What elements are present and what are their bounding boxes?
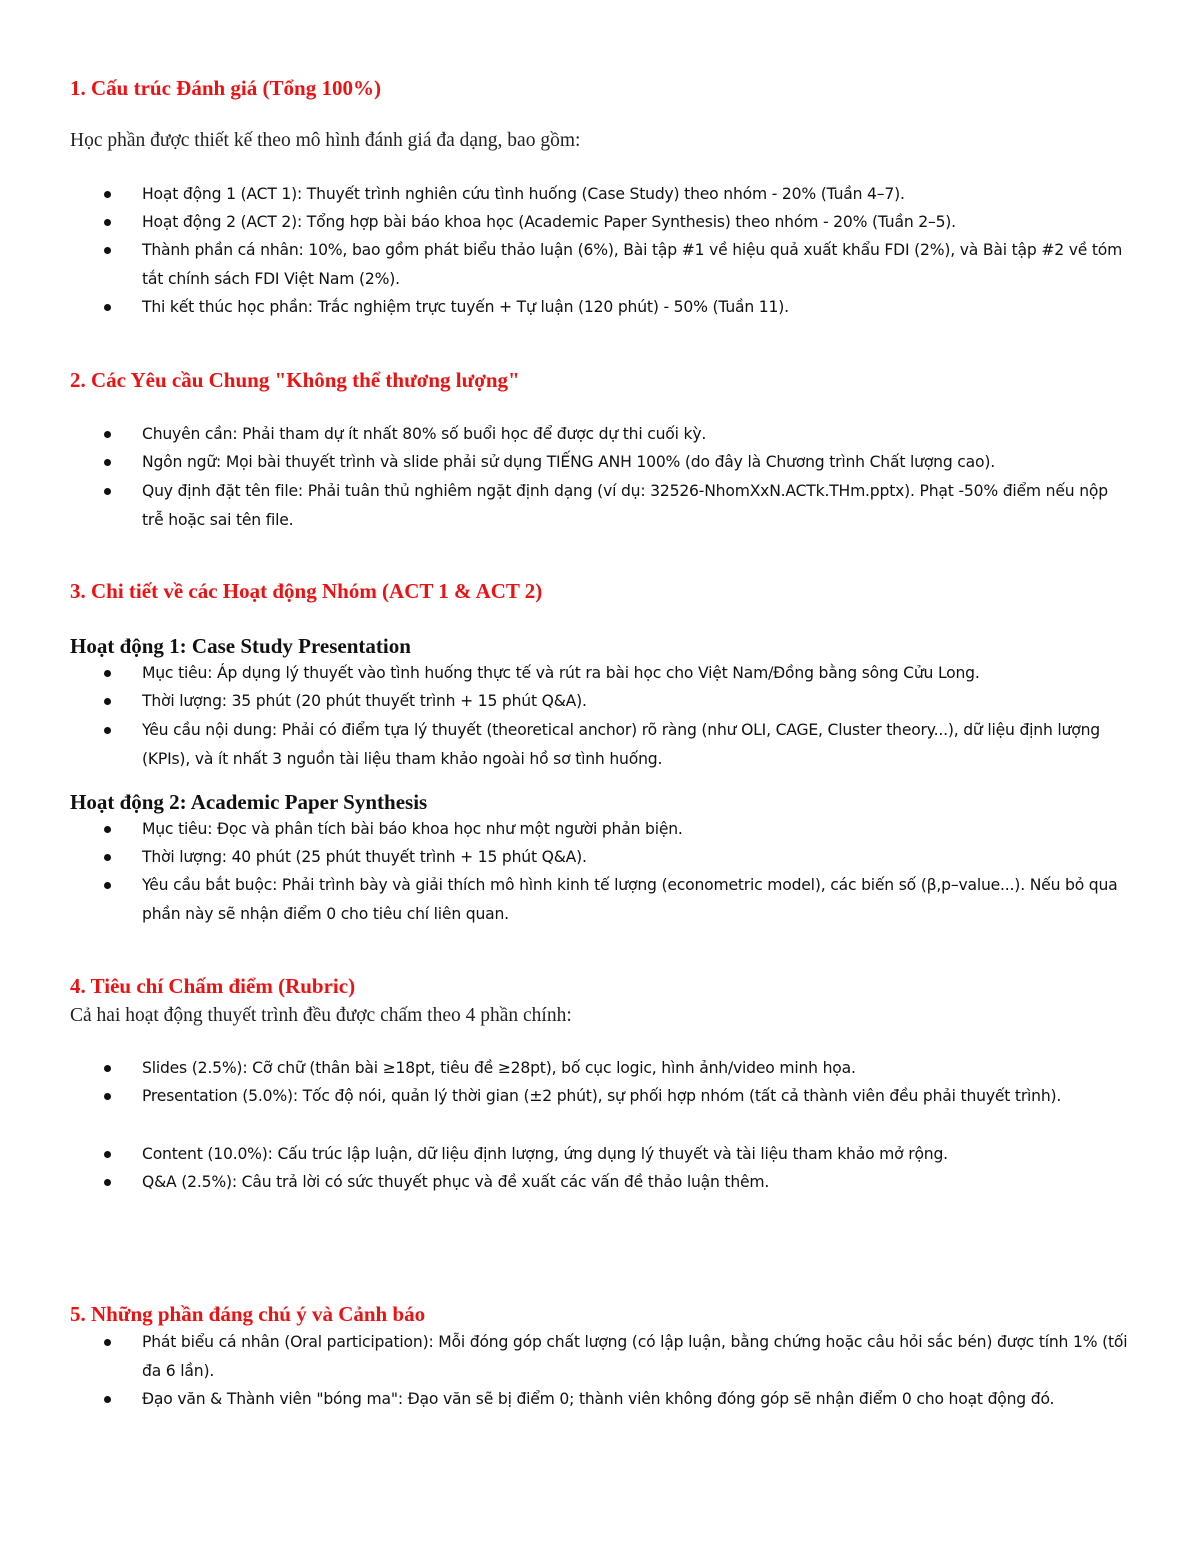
list-item: Phát biểu cá nhân (Oral participation): Mỗi đóng góp chất lượng (có lập luận, bằng chứng hoặc câu hỏi sắc bén) được tính 1% (tối đa 6 lần). — [142, 1328, 1132, 1386]
act-2-title: Hoạt động 2: Academic Paper Synthesis — [70, 790, 428, 814]
section-1-intro: Học phần được thiết kế theo mô hình đánh giá đa dạng, bao gồm: — [70, 130, 581, 151]
act-1-title: Hoạt động 1: Case Study Presentation — [70, 634, 411, 658]
list-item: Chuyên cần: Phải tham dự ít nhất 80% số buổi học để được dự thi cuối kỳ. — [142, 420, 1132, 449]
section-3-heading: 3. Chi tiết về các Hoạt động Nhóm (ACT 1 & ACT 2) — [70, 579, 543, 603]
list-item: Yêu cầu nội dung: Phải có điểm tựa lý thuyết (theoretical anchor) rõ ràng (như OLI, CAGE, Cluster theory...), dữ liệu định lượng (KPIs), và ít nhất 3 nguồn tài liệu tham khảo ngoài hồ sơ tình huống. — [142, 716, 1132, 774]
section-2-heading: 2. Các Yêu cầu Chung "Không thể thương lượng" — [70, 368, 520, 392]
list-item: Ngôn ngữ: Mọi bài thuyết trình và slide phải sử dụng TIẾNG ANH 100% (do đây là Chương trình Chất lượng cao). — [142, 448, 1132, 477]
section-4-intro: Cả hai hoạt động thuyết trình đều được chấm theo 4 phần chính: — [70, 1005, 572, 1026]
list-item: Thi kết thúc học phần: Trắc nghiệm trực tuyến + Tự luận (120 phút) - 50% (Tuần 11). — [142, 293, 1132, 322]
list-item: Presentation (5.0%): Tốc độ nói, quản lý thời gian (±2 phút), sự phối hợp nhóm (tất cả thành viên đều phải thuyết trình). — [142, 1082, 1132, 1111]
section-1-heading: 1. Cấu trúc Đánh giá (Tổng 100%) — [70, 76, 381, 100]
list-item: Thời lượng: 35 phút (20 phút thuyết trình + 15 phút Q&A). — [142, 687, 1132, 716]
list-item: Đạo văn & Thành viên "bóng ma": Đạo văn sẽ bị điểm 0; thành viên không đóng góp sẽ nhận điểm 0 cho hoạt động đó. — [142, 1385, 1132, 1414]
list-item: Slides (2.5%): Cỡ chữ (thân bài ≥18pt, tiêu đề ≥28pt), bố cục logic, hình ảnh/video minh họa. — [142, 1054, 1132, 1083]
list-item: Q&A (2.5%): Câu trả lời có sức thuyết phục và đề xuất các vấn đề thảo luận thêm. — [142, 1168, 1132, 1197]
list-item: Yêu cầu bắt buộc: Phải trình bày và giải thích mô hình kinh tế lượng (econometric model), các biến số (β,p–value...). Nếu bỏ qua phần này sẽ nhận điểm 0 cho tiêu chí liên quan. — [142, 871, 1132, 929]
list-item: Hoạt động 2 (ACT 2): Tổng hợp bài báo khoa học (Academic Paper Synthesis) theo nhóm - 20% (Tuần 2–5). — [142, 208, 1132, 237]
section-4-heading: 4. Tiêu chí Chấm điểm (Rubric) — [70, 974, 356, 998]
section-5-heading: 5. Những phần đáng chú ý và Cảnh báo — [70, 1302, 426, 1326]
list-item: Content (10.0%): Cấu trúc lập luận, dữ liệu định lượng, ứng dụng lý thuyết và tài liệu tham khảo mở rộng. — [142, 1140, 1132, 1169]
list-item: Quy định đặt tên file: Phải tuân thủ nghiêm ngặt định dạng (ví dụ: 32526-NhomXxN.ACTk.THm.pptx). Phạt -50% điểm nếu nộp trễ hoặc sai tên file. — [142, 477, 1132, 535]
list-item: Hoạt động 1 (ACT 1): Thuyết trình nghiên cứu tình huống (Case Study) theo nhóm - 20% (Tuần 4–7). — [142, 180, 1132, 209]
list-item: Thành phần cá nhân: 10%, bao gồm phát biểu thảo luận (6%), Bài tập #1 về hiệu quả xuất khẩu FDI (2%), và Bài tập #2 về tóm tắt chính sách FDI Việt Nam (2%). — [142, 236, 1132, 294]
list-item: Thời lượng: 40 phút (25 phút thuyết trình + 15 phút Q&A). — [142, 843, 1132, 872]
list-item: Mục tiêu: Áp dụng lý thuyết vào tình huống thực tế và rút ra bài học cho Việt Nam/Đồng bằng sông Cửu Long. — [142, 659, 1132, 688]
list-item: Mục tiêu: Đọc và phân tích bài báo khoa học như một người phản biện. — [142, 815, 1132, 844]
